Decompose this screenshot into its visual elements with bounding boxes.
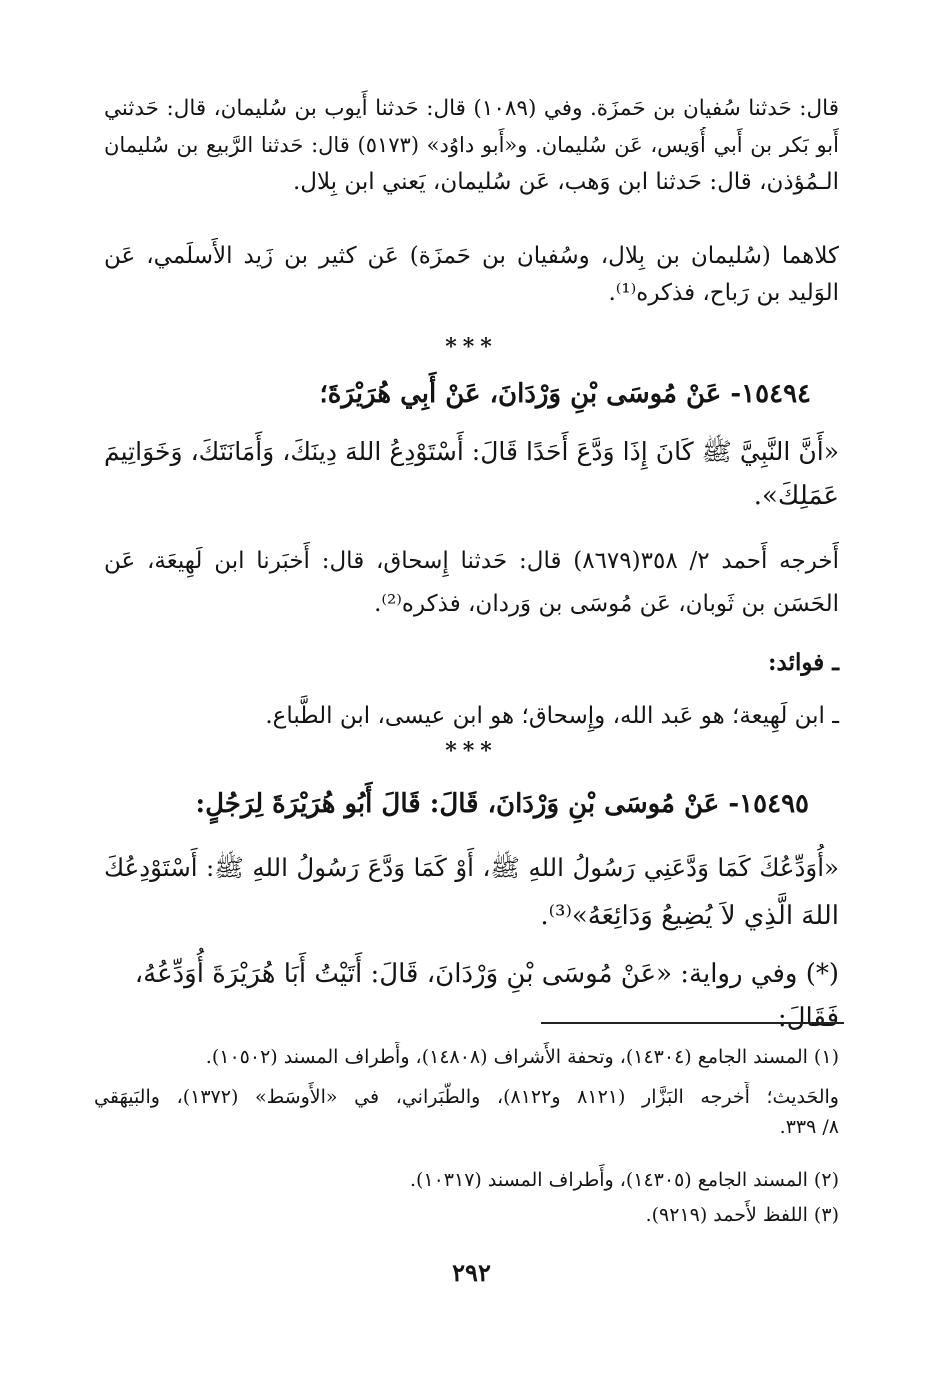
text-line: كلاهما (سُليمان بن بِلال، وسُفيان بن حَمزَة) عَن كثير بن زَيد الأَسلَمي، عَن [104, 243, 839, 269]
hadith-15494-source [104, 540, 839, 626]
section-separator: *** [445, 334, 498, 360]
footnote-1-continued [94, 1082, 839, 1142]
text-line: الوَليد بن رَباح، فذكره⁽¹⁾. [608, 280, 839, 306]
text-line: الحَسَن بن ثَوبان، عَن مُوسَى بن وَردان، فذكره⁽²⁾. [374, 591, 839, 617]
page-number: ٢٩٢ [452, 1258, 491, 1287]
text-line: اللهَ الَّذِي لاَ يُضِيعُ وَدَائِعَهُ»⁽³⁾. [540, 901, 839, 931]
footnote-1 [94, 1042, 839, 1072]
text-line: قال: حَدثنا سُفيان بن حَمزَة. وفي (١٠٨٩) قال: حَدثنا أَيوب بن سُليمان، قال: حَدثني [104, 96, 839, 121]
text-line: عَمَلِكَ». [753, 481, 839, 511]
text-line: الـمُؤذن، قال: حَدثنا ابن وَهب، عَن سُليمان، يَعني ابن بِلال. [292, 169, 839, 195]
text-line: أَبو بَكر بن أَبي أُوَيس، عَن سُليمان. و«أَبو داوُد» (٥١٧٣) قال: حَدثنا الرَّبيع بن سُليمان [104, 133, 839, 157]
hadith-15495-text [104, 844, 839, 940]
footnote-line: (١) المسند الجامع (١٤٣٠٤)، وتحفة الأَشراف (١٤٨٠٨)، وأَطراف المسند (١٠٥٠٢). [205, 1046, 839, 1068]
hadith-15494-text [104, 430, 839, 518]
hadith-15495-header: ١٥٤٩٥- عَنْ مُوسَى بْنِ وَرْدَانَ، قَالَ: قَالَ أَبُو هُرَيْرَةَ لِرَجُلٍ: [195, 789, 809, 819]
fawaid-item: ـ ابن لَهِيعة؛ هو عَبد الله، وإِسحاق؛ هو ابن عيسى، ابن الطَّباع. [265, 703, 839, 729]
footnote-line: والحَديث؛ أَخرجه البَزَّار (٨١٢١ و٨١٢٢)، والطَّبَراني، في «الأَوسَط» (١٣٧٢)، والبَيهَقي [94, 1086, 839, 1108]
isnad-paragraph [104, 90, 839, 201]
text-line: «أَنَّ النَّبِيَّ ﷺ كَانَ إِذَا وَدَّعَ أَحَدًا قَالَ: أَسْتَوْدِعُ اللهَ دِينَكَ، وَأَمَانَتَكَ، وَخَوَاتِيمَ [104, 437, 839, 466]
riwaya-line: (*) وفي رواية: «عَنْ مُوسَى بْنِ وَرْدَانَ، قَالَ: أَتَيْتُ أَبَا هُرَيْرَةَ أُوَدِّعُهُ، فَقَالَ: [134, 959, 839, 1033]
footnote-2: (٢) المسند الجامع (١٤٣٠٥)، وأَطراف المسند (١٠٣١٧). [409, 1169, 839, 1191]
fawaid-title: ـ فوائد: [768, 649, 839, 676]
text-line: «أُوَدِّعُكَ كَمَا وَدَّعَنِي رَسُولُ اللهِ ﷺ، أَوْ كَمَا وَدَّعَ رَسُولُ اللهِ ﷺ: أَسْتَوْدِعُكَ [104, 853, 839, 882]
footnote-3: (٣) اللفظ لأَحمد (٩٢١٩). [645, 1204, 839, 1226]
section-separator: *** [445, 738, 498, 764]
footnote-separator [541, 1022, 844, 1024]
hadith-15494-header: ١٥٤٩٤- عَنْ مُوسَى بْنِ وَرْدَانَ، عَنْ أَبِي هُرَيْرَةَ؛ [319, 379, 811, 409]
text-line: أَخرجه أَحمد ٢/ ٣٥٨(٨٦٧٩) قال: حَدثنا إِسحاق، قال: أَخبَرنا ابن لَهِيعَة، عَن [104, 548, 839, 574]
footnote-line: ٨/ ٣٣٩. [779, 1116, 839, 1138]
isnad-summary-paragraph [104, 238, 839, 312]
